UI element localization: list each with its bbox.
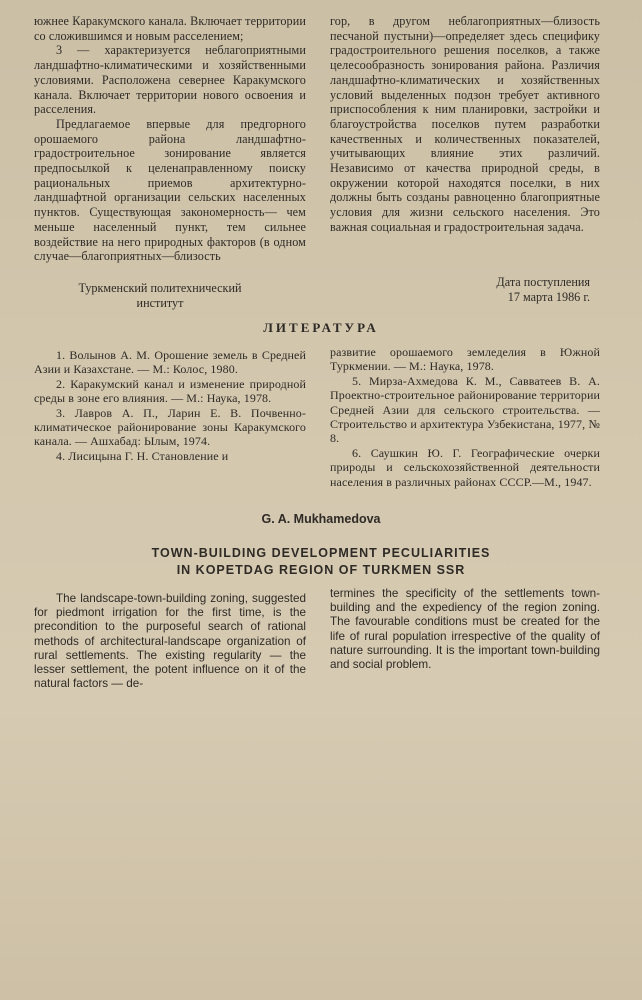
reference-2: 2. Каракумский канал и изменение природной среды в зоне его влияния. — М.: Наука, 1978. [34, 376, 306, 406]
ru-left-para-1: южнее Каракумского канала. Включает территории со сложившимся и новым расселением; [34, 14, 306, 43]
date-line-2: 17 марта 1986 г. [507, 289, 590, 304]
reference-6: 6. Саушкин Ю. Г. Географические очерки природы и сельскохозяйственной деятельности населения в различных районах СССР.—М., 1947. [330, 445, 600, 489]
english-title-line-1: TOWN-BUILDING DEVELOPMENT PECULIARITIES [151, 546, 491, 560]
institution-line-2: институт [136, 295, 184, 310]
english-abstract-left-text: The landscape-town-building zoning, suggested for piedmont irrigation for the first time, is the precondition to the purposeful search of rational methods of architectural-landscape organization of rural settlements. The existing regularity — the lesser settlement, the potent influence on it of the natural factors — de- [34, 592, 306, 691]
date-line-1: Дата поступления [496, 275, 590, 289]
literature-right-column [330, 345, 600, 489]
english-abstract-right [330, 587, 600, 672]
literature-left-column [34, 348, 306, 463]
english-abstract-left [34, 592, 306, 691]
institution-signature [40, 281, 280, 310]
ru-left-column [34, 14, 306, 264]
ru-right-column [330, 14, 600, 235]
reference-1: 1. Волынов А. М. Орошение земель в Средней Азии и Казахстане. — М.: Колос, 1980. [34, 348, 306, 377]
ru-right-para: гор, в другом неблагоприятных—близость песчаной пустыни)—определяет здесь специфику градостроительного решения поселков, а также целесообразность зонирования района. Различия ландшафтно-климатических и хозяйственных условий выделенных подзон требует активного приспособления к ним планировки, застройки и благоустройства поселков путем разработки качественных и количественных показателей, учитывающих влияние этих различий. Независимо от качества природной среды, в окружении которой находятся поселки, в них должны быть созданы равноценно благоприятные условия для жизни сельского населения. Это важная социальная и градостроительная задача. [330, 14, 600, 234]
english-title-line-2: IN KOPETDAG REGION OF TURKMEN SSR [176, 563, 466, 577]
reference-5: 5. Мирза-Ахмедова К. М., Савватеев В. А. Проектно-строительное районирование территории Средней Азии для сельского строительства. — Строительство и архитектура Узбекистана, 1977, № 8. [330, 373, 600, 446]
ru-left-para-2: 3 — характеризуется неблагоприятными ландшафтно-климатическими и хозяйственными условиями. Расположена севернее Каракумского канала. Включает территории нового освоения и расселения. [34, 43, 306, 117]
reference-3: 3. Лавров А. П., Ларин Е. В. Почвенно-климатическое районирование зоны Каракумского канала. — Ашхабад: Ылым, 1974. [34, 405, 306, 449]
institution-line-1: Туркменский политехнический [78, 281, 242, 295]
english-abstract-right-text: termines the specificity of the settlements town-building and the expediency of the region zoning. The favourable conditions must be created for the life of rural population irrespective of the quality of nature surrounding. It is the important town-building and social problem. [330, 587, 600, 672]
receipt-date [400, 275, 590, 304]
reference-4-end: развитие орошаемого земледелия в Южной Туркмении. — М.: Наука, 1978. [330, 345, 600, 374]
english-title [0, 545, 642, 579]
reference-4-start: 4. Лисицына Г. Н. Становление и [56, 448, 229, 463]
english-author: G. A. Mukhamedova [261, 512, 381, 526]
ru-left-para-3: Предлагаемое впервые для предгорного орошаемого района ландшафтно-градостроительное зонирование является предпосылкой к целенаправленному поиску рациональных приемов архитектурно-ландшафтной организации сельских населенных пунктов. Существующая закономерность— чем меньше населенный пункт, тем сильнее воздействие на него природных факторов (в одном случае—благоприятных—близость [34, 116, 306, 264]
literature-heading: ЛИТЕРАТУРА [263, 320, 379, 335]
